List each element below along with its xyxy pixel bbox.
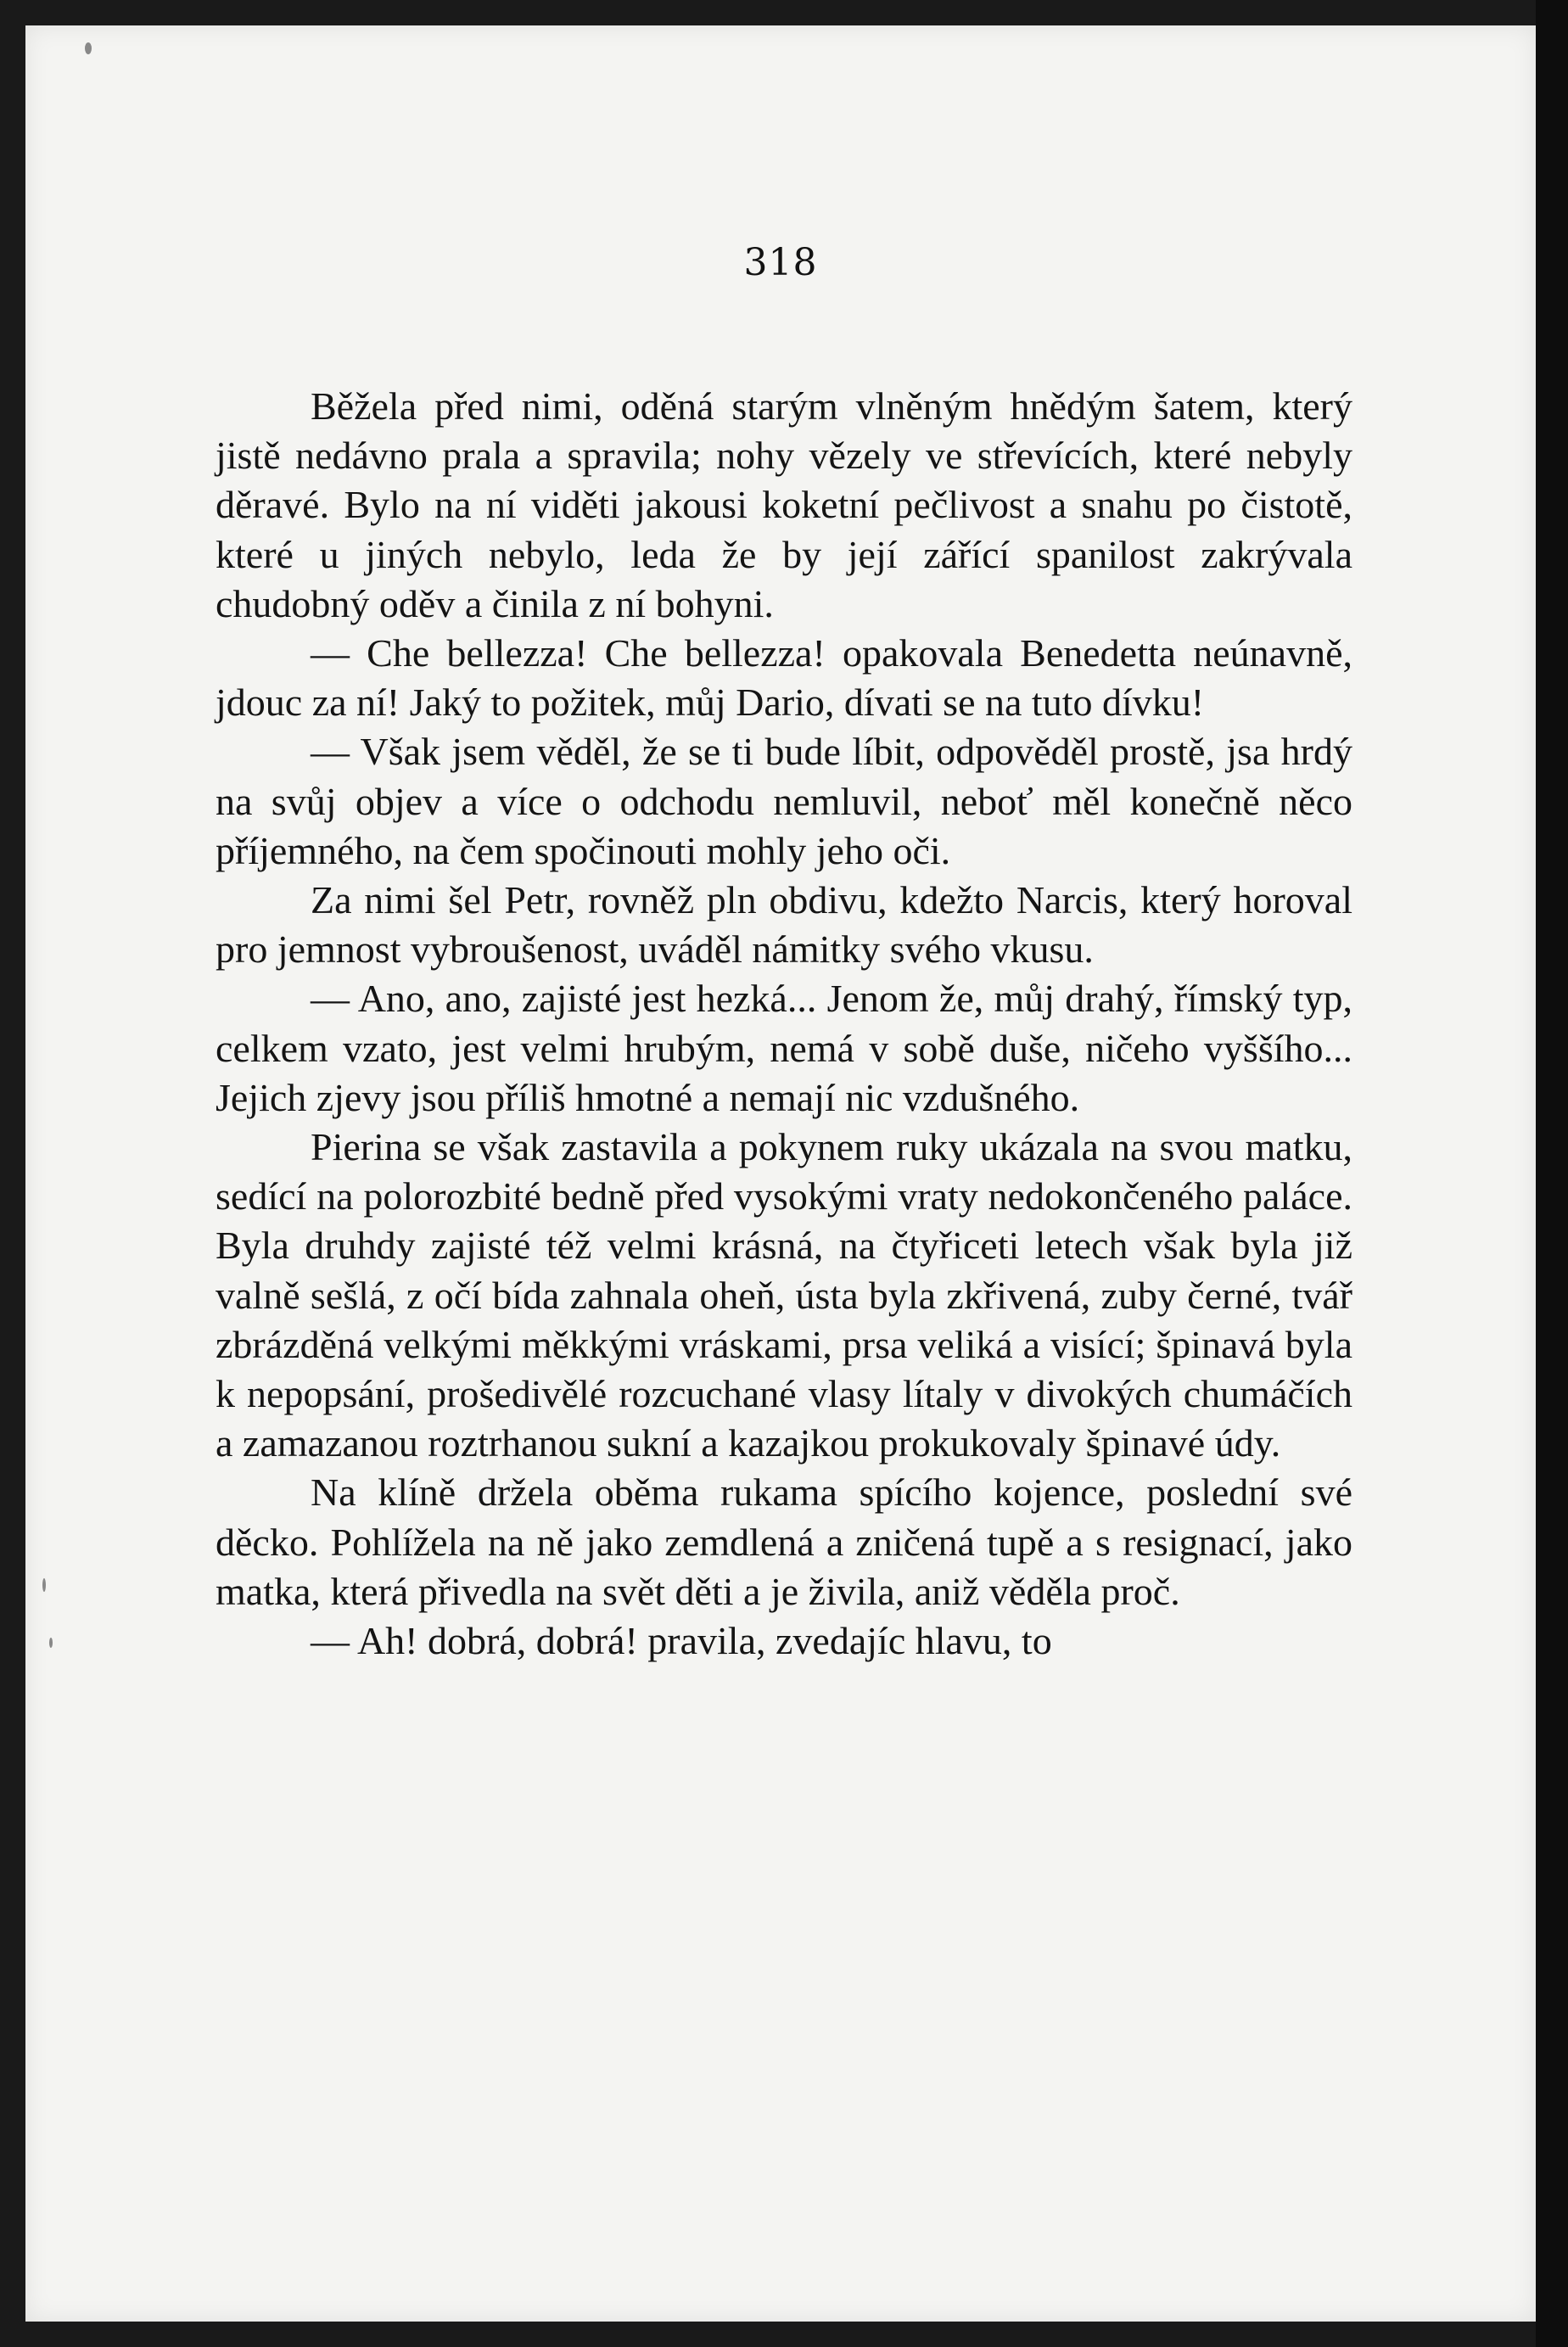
- paragraph: Běžela před nimi, oděná starým vlněným hnědým šatem, který jistě nedávno prala a spravila; nohy vězely ve střevících, které nebyly děravé. Bylo na ní viděti jakousi koketní pečlivost a snahu po čistotě, které u jiných nebylo, leda že by její zářící spanilost zakrývala chudobný oděv a činila z ní bohyni.: [216, 384, 1352, 625]
- paragraph: — Však jsem věděl, že se ti bude líbit, odpověděl prostě, jsa hrdý na svůj objev a více o odchodu nemluvil, neboť měl konečně něco příjemného, na čem spočinouti mohly jeho oči.: [216, 730, 1352, 872]
- body-text: [216, 382, 1352, 1666]
- paragraph: Za nimi šel Petr, rovněž pln obdivu, kdežto Narcis, který horoval pro jemnost vybroušenost, uváděl námitky svého vkusu.: [216, 878, 1352, 972]
- book-page: [25, 25, 1536, 2322]
- paragraph: Na klíně držela oběma rukama spícího kojence, poslední své děcko. Pohlížela na ně jako zemdlená a zničená tupě a s resignací, jako matka, která přivedla na svět děti a je živila, aniž věděla proč.: [216, 1470, 1352, 1613]
- paragraph: — Ano, ano, zajisté jest hezká... Jenom že, můj drahý, římský typ, celkem vzato, jest velmi hrubým, nemá v sobě duše, ničeho vyššího... Jejich zjevy jsou příliš hmotné a nemají nic vzdušného.: [216, 977, 1352, 1119]
- scan-speck: [49, 1638, 53, 1648]
- paragraph: — Ah! dobrá, dobrá! pravila, zvedajíc hlavu, to: [311, 1619, 1052, 1663]
- scan-speck: [42, 1578, 46, 1592]
- paragraph: — Che bellezza! Che bellezza! opakovala Benedetta neúnavně, jdouc za ní! Jaký to požitek, můj Dario, dívati se na tuto dívku!: [216, 631, 1352, 725]
- page-number: 318: [743, 241, 818, 284]
- scan-speck: [85, 42, 92, 54]
- paragraph: Pierina se však zastavila a pokynem ruky ukázala na svou matku, sedící na polorozbité bedně před vysokými vraty nedokončeného paláce. Byla druhdy zajisté též velmi krásná, na čtyřiceti letech však byla již valně sešlá, z očí bída zahnala oheň, ústa byla zkřivená, zuby černé, tvář zbrázděná velkými měkkými vráskami, prsa veliká a visící; špinavá byla k nepopsání, prošedivělé rozcuchané vlasy lítaly v divokých chumáčích a zamazanou roztrhanou sukní a kazajkou prokukovaly špinavé údy.: [216, 1125, 1352, 1465]
- scan-border: [1536, 0, 1568, 2347]
